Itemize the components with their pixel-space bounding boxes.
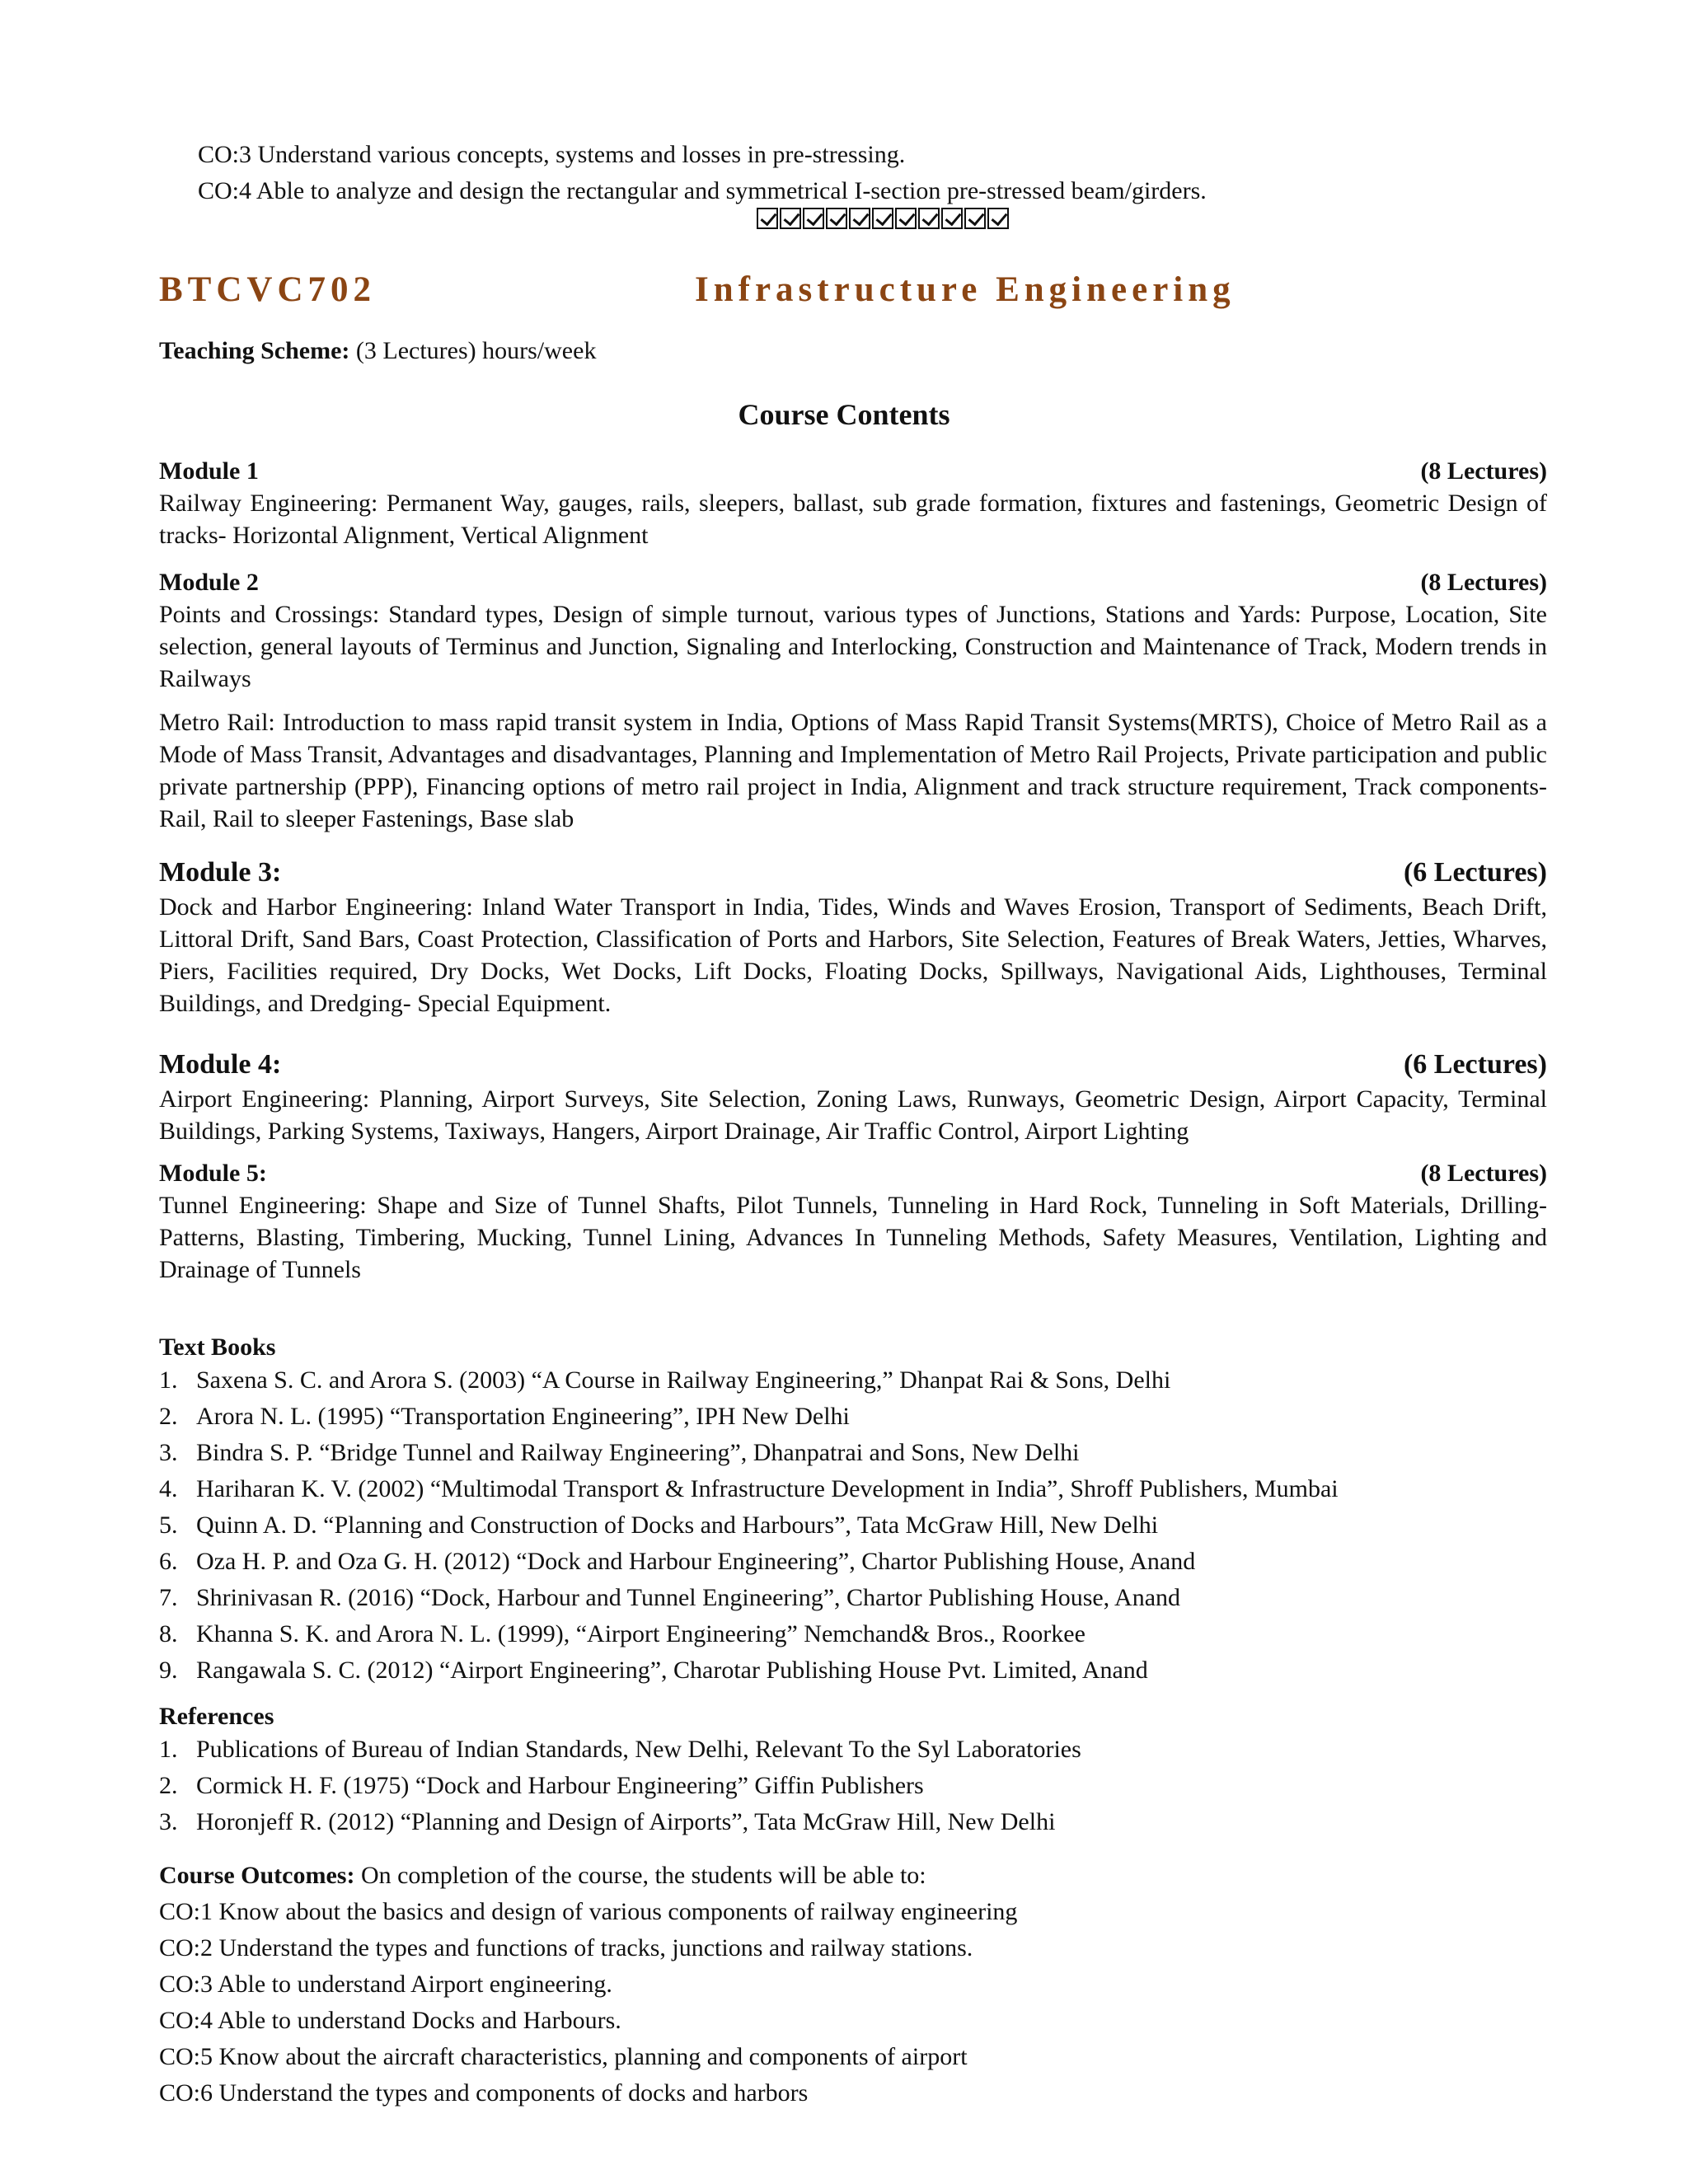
module-name: Module 5: [159,1160,267,1187]
list-item: 8. Khanna S. K. and Arora N. L. (1999), “Airport Engineering” Nemchand& Bros., Roorkee [159,1620,1085,1647]
module-description: Dock and Harbor Engineering: Inland Water Transport in India, Tides, Winds and Waves Erosion, Transport of Sediments, Beach Drift, Littoral Drift, Sand Bars, Coast Protection, Classification of Ports and Harbors, Site Selection, Features of Break Waters, Jetties, Wharves, Piers, Facilities required, Dry Docks, Wet Docks, Lift Docks, Floating Docks, Spillways, Navigational Aids, Lighthouses, Terminal Buildings, and Dredging- Special Equipment. [159,893,1547,1017]
list-item: 2. Cormick H. F. (1975) “Dock and Harbour Engineering” Giffin Publishers [159,1772,924,1799]
list-item: 3. Horonjeff R. (2012) “Planning and Design of Airports”, Tata McGraw Hill, New Delhi [159,1808,1056,1835]
list-item: 1. Publications of Bureau of Indian Standards, New Delhi, Relevant To the Syl Laboratories [159,1736,1081,1763]
module-header [159,855,1547,891]
previous-outcome-line: CO:3 Understand various concepts, systems and losses in pre-stressing. [198,141,906,168]
checkbox-icon [895,208,917,229]
teaching-scheme-value: (3 Lectures) hours/week [349,337,597,364]
module-description: Tunnel Engineering: Shape and Size of Tunnel Shafts, Pilot Tunnels, Tunneling in Hard Rock, Tunneling in Soft Materials, Drilling-Patterns, Blasting, Timbering, Mucking, Tunnel Lining, Advances In Tunneling Methods, Safety Measures, Ventilation, Lighting and Drainage of Tunnels [159,1192,1547,1283]
text-books-list [159,1362,1547,1689]
text-books-section [159,1333,1547,1689]
module-4 [159,1047,1547,1147]
module-description: Airport Engineering: Planning, Airport Surveys, Site Selection, Zoning Laws, Runways, Geometric Design, Airport Capacity, Terminal Buildings, Parking Systems, Taxiways, Hangers, Airport Drainage, Air Traffic Control, Airport Lighting [159,1085,1547,1145]
checkbox-icon [872,208,893,229]
course-outcome: CO:4 Able to understand Docks and Harbours. [159,2007,621,2034]
previous-course-outcomes [198,137,1517,209]
previous-outcome-line: CO:4 Able to analyze and design the rectangular and symmetrical I-section pre-stressed beam/girders. [198,177,1207,204]
text-books-heading: Text Books [159,1333,276,1361]
course-title: Infrastructure Engineering [695,270,1236,309]
teaching-scheme-label: Teaching Scheme: [159,337,350,364]
references-heading: References [159,1703,274,1730]
checkbox-icon [849,208,870,229]
module-3 [159,855,1547,1019]
checkbox-icon [964,208,986,229]
module-lectures: (6 Lectures) [1403,857,1547,888]
list-item: 7. Shrinivasan R. (2016) “Dock, Harbour and Tunnel Engineering”, Chartor Publishing House, Anand [159,1584,1181,1611]
module-lectures: (6 Lectures) [1403,1049,1547,1080]
checkbox-icon [941,208,963,229]
course-outcomes-section [159,1858,1547,2111]
course-heading [159,270,1560,323]
module-header [159,1047,1547,1083]
checkbox-icon [803,208,824,229]
list-item: 4. Hariharan K. V. (2002) “Multimodal Transport & Infrastructure Development in India”, Shroff Publishers, Mumbai [159,1475,1339,1502]
references-section [159,1702,1547,1840]
module-lectures: (8 Lectures) [1420,457,1547,485]
module-description: Metro Rail: Introduction to mass rapid transit system in India, Options of Mass Rapid Transit Systems(MRTS), Choice of Metro Rail as a Mode of Mass Transit, Advantages and disadvantages, Planning and Implementation of Metro Rail Projects, Private participation and public private partnership (PPP), Financing options of metro rail project in India, Alignment and track structure requirement, Track components- Rail, Rail to sleeper Fastenings, Base slab [159,709,1547,832]
module-lectures: (8 Lectures) [1420,569,1547,596]
course-outcomes-label: Course Outcomes: [159,1862,355,1889]
module-name: Module 3: [159,857,282,888]
checkbox-divider [757,208,1009,229]
teaching-scheme [159,335,596,367]
module-header [159,455,1547,487]
course-outcome: CO:2 Understand the types and functions of tracks, junctions and railway stations. [159,1934,973,1961]
course-outcome: CO:1 Know about the basics and design of various components of railway engineering [159,1898,1018,1925]
module-name: Module 2 [159,569,259,596]
module-1 [159,455,1547,551]
course-outcome: CO:3 Able to understand Airport engineering. [159,1971,612,1998]
checkbox-icon [780,208,801,229]
module-description: Points and Crossings: Standard types, Design of simple turnout, various types of Junctions, Stations and Yards: Purpose, Location, Site selection, general layouts of Terminus and Junction, Signaling and Interlocking, Construction and Maintenance of Track, Modern trends in Railways [159,601,1547,692]
course-outcomes-intro-text: On completion of the course, the students will be able to: [354,1862,926,1889]
list-item: 3. Bindra S. P. “Bridge Tunnel and Railway Engineering”, Dhanpatrai and Sons, New Delhi [159,1439,1080,1466]
list-item: 5. Quinn A. D. “Planning and Construction of Docks and Harbours”, Tata McGraw Hill, New Delhi [159,1511,1159,1539]
module-name: Module 4: [159,1049,282,1080]
list-item: 1. Saxena S. C. and Arora S. (2003) “A Course in Railway Engineering,” Dhanpat Rai & Sons, Delhi [159,1366,1171,1394]
course-outcome: CO:6 Understand the types and components of docks and harbors [159,2079,809,2107]
module-2 [159,566,1547,835]
course-code: BTCVC702 [159,270,377,309]
module-lectures: (8 Lectures) [1420,1160,1547,1187]
checkbox-icon [757,208,778,229]
checkbox-icon [826,208,847,229]
list-item: 6. Oza H. P. and Oza G. H. (2012) “Dock and Harbour Engineering”, Chartor Publishing House, Anand [159,1548,1196,1575]
course-outcomes-intro [159,1858,1547,1894]
module-header [159,1157,1547,1189]
checkbox-icon [987,208,1009,229]
references-list [159,1732,1547,1840]
module-description: Railway Engineering: Permanent Way, gauges, rails, sleepers, ballast, sub grade formation, fixtures and fastenings, Geometric Design of tracks- Horizontal Alignment, Vertical Alignment [159,490,1547,549]
module-5 [159,1157,1547,1286]
list-item: 2. Arora N. L. (1995) “Transportation Engineering”, IPH New Delhi [159,1403,850,1430]
module-header [159,566,1547,598]
checkbox-icon [918,208,940,229]
course-outcome: CO:5 Know about the aircraft characteristics, planning and components of airport [159,2043,968,2070]
course-contents-title: Course Contents [738,398,950,431]
module-name: Module 1 [159,457,259,485]
list-item: 9. Rangawala S. C. (2012) “Airport Engineering”, Charotar Publishing House Pvt. Limited, Anand [159,1657,1148,1684]
